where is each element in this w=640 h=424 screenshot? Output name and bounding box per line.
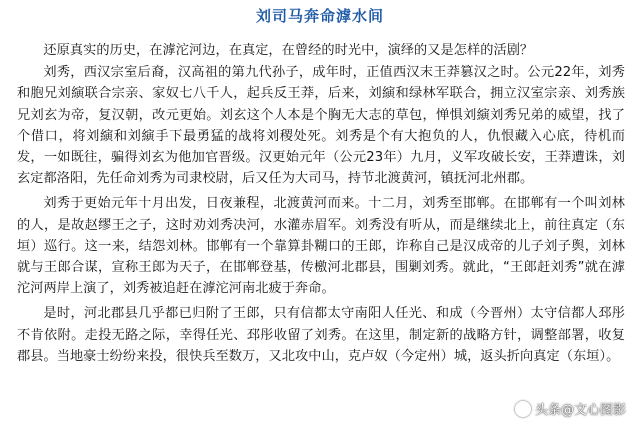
toutiao-logo-icon (515, 401, 531, 417)
article-title: 刘司马奔命滹水间 (255, 7, 384, 25)
paragraph-recovery: 是时，河北郡县几乎都已归附了王郎，只有信都太守南阳人任光、和成（今晋州）太守信都人邳彤不肯依附。走投无路之际，幸得任光、邳彤收留了刘秀。在这里，制定新的战略方针，调整部署，收复郡县。当地豪士纷纷来投，很快兵至数万，又北攻中山，克卢奴（今定州）城，返头折向真定（东垣）。 (17, 306, 625, 364)
watermark-text: 头条@文心图影 (534, 403, 626, 418)
paragraph-liu-xiu-background: 刘秀，西汉宗室后裔，汉高祖的第九代孙子，成年时，正值西汉末王莽篡汉之时。公元22年，刘秀和胞兄刘縯联合宗亲、家奴七八千人，起兵反王莽，后来，刘縯和绿林军联合，拥立汉室宗亲、刘秀族兄刘玄为帝，复汉朝，改元更始。刘玄这个人本是个胸无大志的草包，惮惧刘縯刘秀兄弟的威望，找了个借口，将刘縯和刘縯手下最勇猛的战将刘稷处死。刘秀是个有大抱负的人，仇恨藏入心底，待机而发，一如既往，骗得刘玄为他加官晋级。汉更始元年（公元23年）九月，义军攻破长安，王莽遭诛，刘玄定都洛阳，先任命刘秀为司隶校尉，后又任为大司马，持节北渡黄河，镇抚河北州郡。 (17, 65, 625, 187)
watermark (515, 399, 626, 418)
paragraph-intro: 还原真实的历史，在滹沱河边，在真定，在曾经的时光中，演绎的又是怎样的活剧？ (43, 43, 534, 58)
paragraph-wang-lang-pursuit: 刘秀于更始元年十月出发，日夜兼程，北渡黄河而来。十二月，刘秀至邯郸。在邯郸有一个叫刘林的人，是故赵缪王之子，这时劝刘秀决河，水灌赤眉军。刘秀没有听从，而是继续北上，前往真定（东垣）巡行。这一来，结怨刘林。邯郸有一个靠算卦糊口的王郎，诈称自己是汉成帝的儿子刘子舆，刘林就与王郎合谋，宣称王郎为天子，在邯郸登基，传檄河北郡县，围剿刘秀。就此，“王郎赶刘秀”就在滹沱河两岸上演了，刘秀被追赶在滹沱河南北疲于奔命。 (17, 196, 625, 297)
article-body (17, 40, 625, 368)
